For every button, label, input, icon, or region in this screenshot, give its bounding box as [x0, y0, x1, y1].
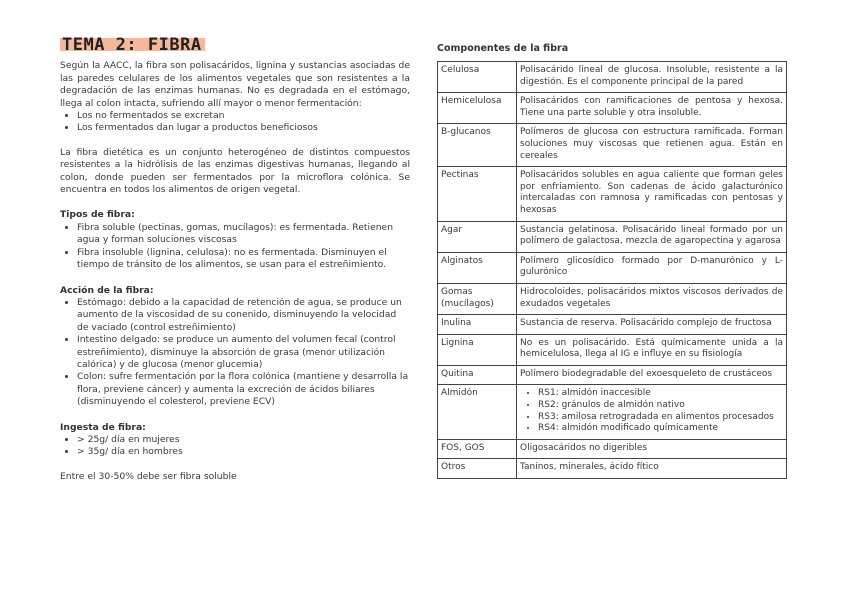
accion-list — [60, 297, 410, 409]
component-description: Sustancia de reserva. Polisacárido complejo de fructosa — [517, 315, 787, 335]
tipos-heading: Tipos de fibra: — [60, 209, 135, 221]
list-item: • Colon: sufre fermentación por la flora colónica (mantiene y desarrolla la flora, previene cáncer) y aumenta la excreción de ácidos biliares (disminuyendo el colesterol, previene ECV) — [77, 371, 410, 408]
list-item: • Fibra soluble (pectinas, gomas, mucílagos): es fermentada. Retienen agua y forman soluciones viscosas — [77, 222, 410, 247]
list-item: • Los no fermentados se excretan — [77, 110, 410, 122]
table-row — [438, 62, 787, 93]
list-item: • Fibra insoluble (lignina, celulosa): no es fermentada. Disminuyen el tiempo de tránsito de los alimentos, se usan para el estreñimiento. — [77, 247, 410, 272]
list-item: • RS1: almidón inaccesible — [538, 388, 783, 400]
component-name: FOS, GOS — [438, 439, 517, 459]
table-row — [438, 93, 787, 124]
page-title: TEMA 2: FIBRA — [60, 38, 205, 51]
table-row — [438, 252, 787, 283]
table-row — [438, 334, 787, 365]
component-description: Polisacárido lineal de glucosa. Insoluble, resistente a la digestión. Es el componente principal de la pared — [517, 62, 787, 93]
table-row — [438, 124, 787, 167]
component-description — [517, 385, 787, 439]
almidon-list — [520, 388, 783, 434]
list-item: • Los fermentados dan lugar a productos beneficiosos — [77, 122, 410, 134]
intro-paragraph: Según la AACC, la fibra son polisacáridos, lignina y sustancias asociadas de las paredes celulares de los alimentos vegetales que son resistentes a la degradación de las enzimas humanas. No es degradada en el estómago, llega al colon intacta, sufriendo allí mayor o menor fermentación: — [60, 60, 410, 109]
component-description: Polímero biodegradable del exoesqueleto de crustáceos — [517, 365, 787, 385]
table-row — [438, 459, 787, 479]
component-name: Agar — [438, 221, 517, 252]
table-row — [438, 315, 787, 335]
component-description: Taninos, minerales, ácido fítico — [517, 459, 787, 479]
list-item: • Estómago: debido a la capacidad de retención de agua, se produce un aumento de la viscosidad de su conenido, disminuyendo la velocidad de vaciado (control estreñimiento) — [77, 297, 410, 334]
component-name: Almidón — [438, 385, 517, 439]
tipos-list — [60, 222, 410, 272]
component-description: Polisacáridos solubles en agua caliente que forman geles por enfriamiento. Son cadenas de ácido galacturónico intercaladas con ramnosa y ramificadas con pentosas y hexosas — [517, 167, 787, 221]
ingesta-heading: Ingesta de fibra: — [60, 421, 146, 433]
component-name: Lignina — [438, 334, 517, 365]
component-name: Pectinas — [438, 167, 517, 221]
list-item: • RS4: almidón modificado químicamente — [538, 423, 783, 435]
component-name: B-glucanos — [438, 124, 517, 167]
component-name: Otros — [438, 459, 517, 479]
component-name: Celulosa — [438, 62, 517, 93]
table-title: Componentes de la fibra — [437, 43, 569, 54]
table-row — [438, 365, 787, 385]
component-description: No es un polisacárido. Está químicamente unida a la hemicelulosa, llega al IG e influye en su fisiología — [517, 334, 787, 365]
component-name: Hemicelulosa — [438, 93, 517, 124]
list-item: • RS3: amilosa retrogradada en alimentos procesados — [538, 412, 783, 424]
table-row — [438, 439, 787, 459]
intro-list — [60, 110, 410, 135]
table-row — [438, 385, 787, 439]
table-row — [438, 221, 787, 252]
component-description: Polímeros de glucosa con estructura ramificada. Forman soluciones muy viscosas que retienen agua. Están en cereales — [517, 124, 787, 167]
list-item: • > 25g/ día en mujeres — [77, 434, 410, 446]
list-item: • > 35g/ día en hombres — [77, 446, 410, 458]
component-name: Gomas (mucílagos) — [438, 283, 517, 314]
component-description: Polímero glicosídico formado por D-manurónico y L-gulurónico — [517, 252, 787, 283]
table-row — [438, 167, 787, 221]
component-name: Inulina — [438, 315, 517, 335]
components-table — [437, 61, 787, 479]
right-column — [437, 43, 787, 479]
component-description: Sustancia gelatinosa. Polisacárido lineal formado por un polímero de galactosa, mezcla de agaropectina y agarosa — [517, 221, 787, 252]
ingesta-list — [60, 434, 410, 459]
table-row — [438, 283, 787, 314]
component-name: Alginatos — [438, 252, 517, 283]
footer-note: Entre el 30-50% debe ser fibra soluble — [60, 470, 237, 482]
component-description: Hidrocoloides, polisacáridos mixtos viscosos derivados de exudados vegetales — [517, 283, 787, 314]
list-item: • Intestino delgado: se produce un aumento del volumen fecal (control estreñimiento), disminuye la absorción de grasa (menor utilización calórica) y de glucosa (menor glucemia) — [77, 334, 410, 371]
component-name: Quitina — [438, 365, 517, 385]
definition-paragraph: La fibra dietética es un conjunto heterogéneo de distintos compuestos resistentes a la hidrólisis de las enzimas digestivas humanas, llegando al colon, donde pueden ser fermentados por la microflora colónica. Se encuentra en todos los alimentos de origen vegetal. — [60, 146, 410, 196]
accion-heading: Acción de la fibra: — [60, 284, 154, 296]
component-description: Polisacáridos con ramificaciones de pentosa y hexosa. Tiene una parte soluble y otra insoluble. — [517, 93, 787, 124]
component-description: Oligosacáridos no digeribles — [517, 439, 787, 459]
list-item: • RS2: gránulos de almidón nativo — [538, 400, 783, 412]
left-column — [60, 35, 410, 483]
